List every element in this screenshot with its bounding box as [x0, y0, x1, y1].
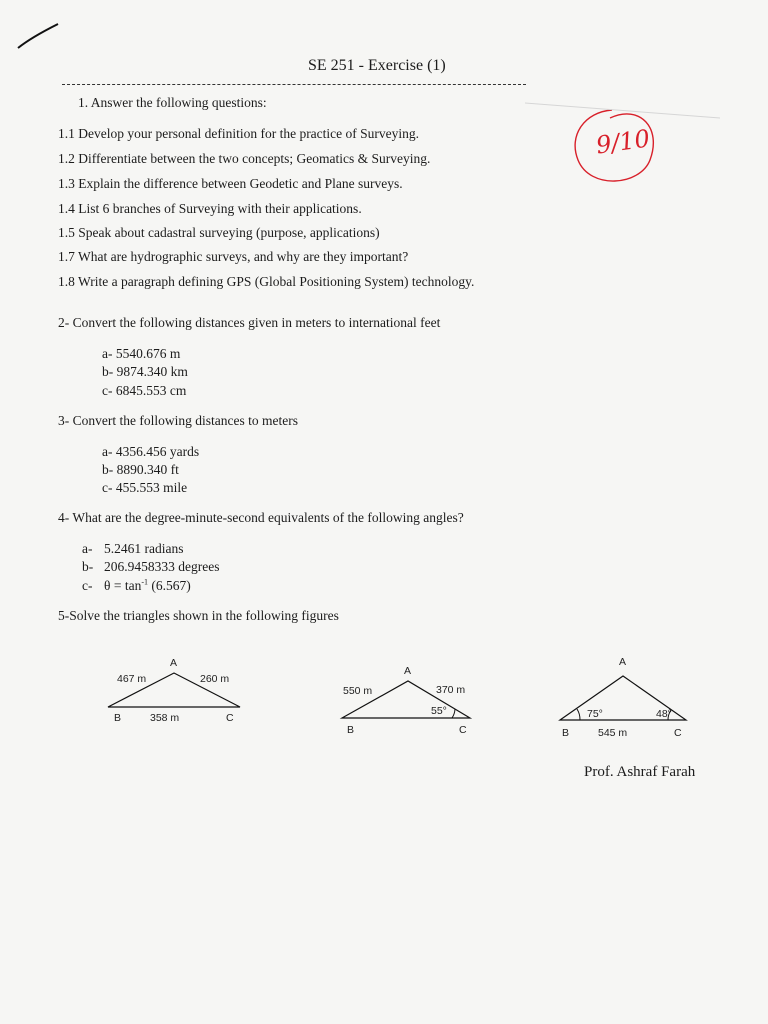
question-1-4: 1.4 List 6 branches of Surveying with their applications. [58, 201, 362, 216]
section4-item-b: 206.9458333 degrees [104, 559, 220, 574]
section1-heading: 1. Answer the following questions: [78, 95, 267, 110]
section3-item-b: b- 8890.340 ft [102, 462, 179, 477]
t1-side-ac: 260 m [200, 673, 230, 685]
question-1-8: 1.8 Write a paragraph defining GPS (Global Positioning System) technology. [58, 274, 475, 289]
section4-letter-a: a- [82, 541, 93, 556]
question-1-1: 1.1 Develop your personal definition for the practice of Surveying. [58, 126, 420, 141]
question-1-7: 1.7 What are hydrographic surveys, and why are they important? [58, 249, 409, 264]
t2-vertex-c: C [459, 724, 467, 736]
t2-vertex-a: A [404, 665, 412, 677]
grade-mark: 9/10 [594, 124, 652, 160]
section5-heading: 5-Solve the triangles shown in the following figures [58, 608, 339, 623]
question-1-5: 1.5 Speak about cadastral surveying (purpose, applications) [58, 225, 380, 240]
section2-item-b: b- 9874.340 km [102, 364, 188, 379]
section2-item-c: c- 6845.553 cm [102, 383, 187, 398]
section3-item-a: a- 4356.456 yards [102, 444, 200, 459]
t3-vertex-c: C [674, 727, 682, 739]
section4-item-c-sup: -1 [141, 577, 148, 587]
t3-vertex-b: B [562, 727, 570, 739]
question-1-2: 1.2 Differentiate between the two concepts; Geomatics & Surveying. [58, 151, 431, 166]
angle-arc-t3-b [577, 709, 580, 720]
t3-angle-b: 75° [587, 708, 603, 720]
section4-item-a: 5.2461 radians [104, 541, 184, 556]
t1-vertex-b: B [114, 712, 122, 724]
t3-angle-c: 48° [656, 708, 672, 720]
t3-vertex-a: A [619, 656, 627, 668]
section4-item-c-post: (6.567) [148, 578, 191, 593]
t1-vertex-a: A [170, 657, 178, 669]
section4-heading: 4- What are the degree-minute-second equivalents of the following angles? [58, 510, 464, 525]
section4-item-c-pre: θ = tan [104, 578, 142, 593]
t3-side-bc: 545 m [598, 727, 628, 739]
t2-angle-c: 55° [431, 705, 447, 717]
section4-letter-c: c- [82, 578, 93, 593]
professor-signature: Prof. Ashraf Farah [584, 764, 696, 780]
section2-heading: 2- Convert the following distances given in meters to international feet [58, 315, 441, 330]
section4-letter-b: b- [82, 559, 94, 574]
t1-vertex-c: C [226, 712, 234, 724]
t1-side-ab: 467 m [117, 673, 147, 685]
t1-side-bc: 358 m [150, 712, 180, 724]
t2-side-ab: 550 m [343, 685, 373, 697]
section3-heading: 3- Convert the following distances to meters [58, 413, 298, 428]
t2-vertex-b: B [347, 724, 355, 736]
section2-item-a: a- 5540.676 m [102, 346, 181, 361]
t2-side-ac: 370 m [436, 684, 466, 696]
section3-item-c: c- 455.553 mile [102, 480, 188, 495]
angle-arc-t2-c [452, 709, 455, 718]
question-1-3: 1.3 Explain the difference between Geodetic and Plane surveys. [58, 176, 403, 191]
page-title: SE 251 - Exercise (1) [308, 57, 446, 74]
